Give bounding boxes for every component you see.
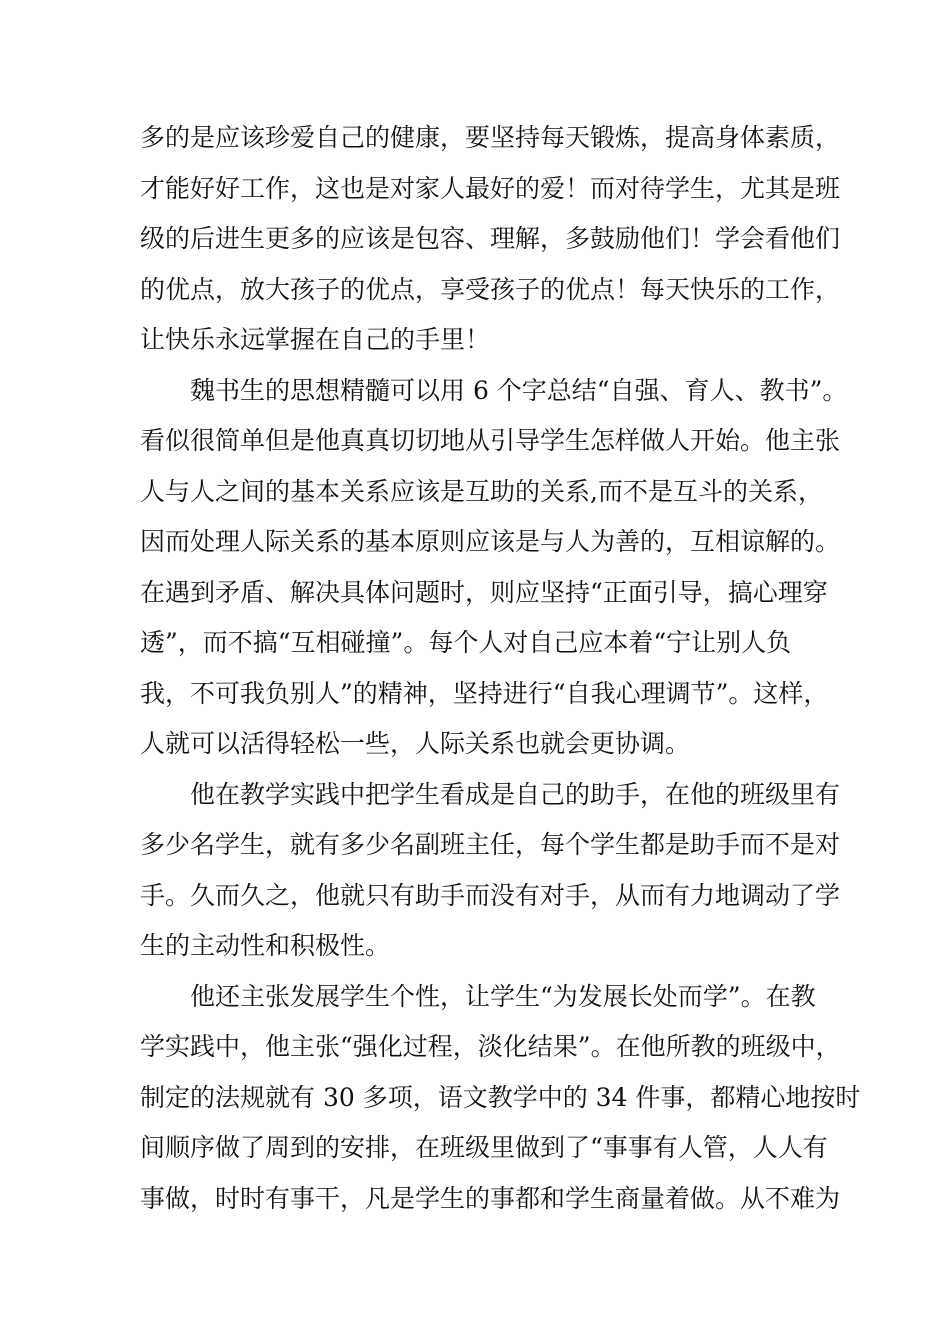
paragraph-1	[140, 113, 841, 366]
text-line: 在遇到矛盾、解决具体问题时，则应坚持“正面引导，搞心理穿	[140, 577, 828, 607]
text-line-first: 魏书生的思想精髓可以用 6 个字总结“自强、育人、教书”。	[190, 375, 848, 405]
text-line-first: 他在教学实践中把学生看成是自己的助手，在他的班级里有	[190, 779, 841, 809]
text-line: 人就可以活得轻松一些，人际关系也就会更协调。	[140, 729, 691, 758]
text-line: 多少名学生，就有多少名副班主任，每个学生都是助手而不是对	[140, 830, 841, 859]
text-line: 学实践中，他主张“强化过程，淡化结果”。在他所教的班级中，	[140, 1032, 841, 1061]
text-line: 的优点，放大孩子的优点，享受孩子的优点！每天快乐的工作，	[140, 274, 841, 304]
text-line: 才能好好工作，这也是对家人最好的爱！而对待学生，尤其是班	[140, 173, 841, 203]
paragraph-3	[140, 770, 841, 972]
text-line: 因而处理人际关系的基本原则应该是与人为善的，互相谅解的。	[140, 527, 841, 556]
text-line: 制定的法规就有 30 多项，语文教学中的 34 件事，都精心地按时	[140, 1082, 861, 1112]
text-line: 看似很简单但是他真真切切地从引导学生怎样做人开始。他主张	[140, 426, 841, 455]
text-line: 多的是应该珍爱自己的健康，要坚持每天锻炼，提高身体素质，	[140, 123, 841, 152]
text-line: 事做，时时有事干，凡是学生的事都和学生商量着做。从不难为	[140, 1183, 841, 1213]
text-line: 透”，而不搞“互相碰撞”。每个人对自己应本着“宁让别人负	[140, 628, 792, 657]
text-line: 让快乐永远掌握在自己的手里！	[140, 325, 491, 354]
document-page	[140, 113, 861, 1224]
text-line: 我，不可我负别人”的精神，坚持进行“自我心理调节”。这样，	[140, 678, 829, 708]
text-line: 间顺序做了周到的安排，在班级里做到了“事事有人管，人人有	[140, 1133, 828, 1162]
text-line: 人与人之间的基本关系应该是互助的关系,而不是互斗的关系，	[140, 476, 823, 506]
paragraph-2	[140, 366, 848, 770]
text-line: 生的主动性和积极性。	[140, 931, 391, 960]
paragraph-4	[140, 972, 861, 1225]
text-line-first: 他还主张发展学生个性，让学生“为发展长处而学”。在教	[190, 981, 816, 1011]
text-line: 手。久而久之，他就只有助手而没有对手，从而有力地调动了学	[140, 880, 841, 910]
text-line: 级的后进生更多的应该是包容、理解，多鼓励他们！学会看他们	[140, 224, 841, 253]
